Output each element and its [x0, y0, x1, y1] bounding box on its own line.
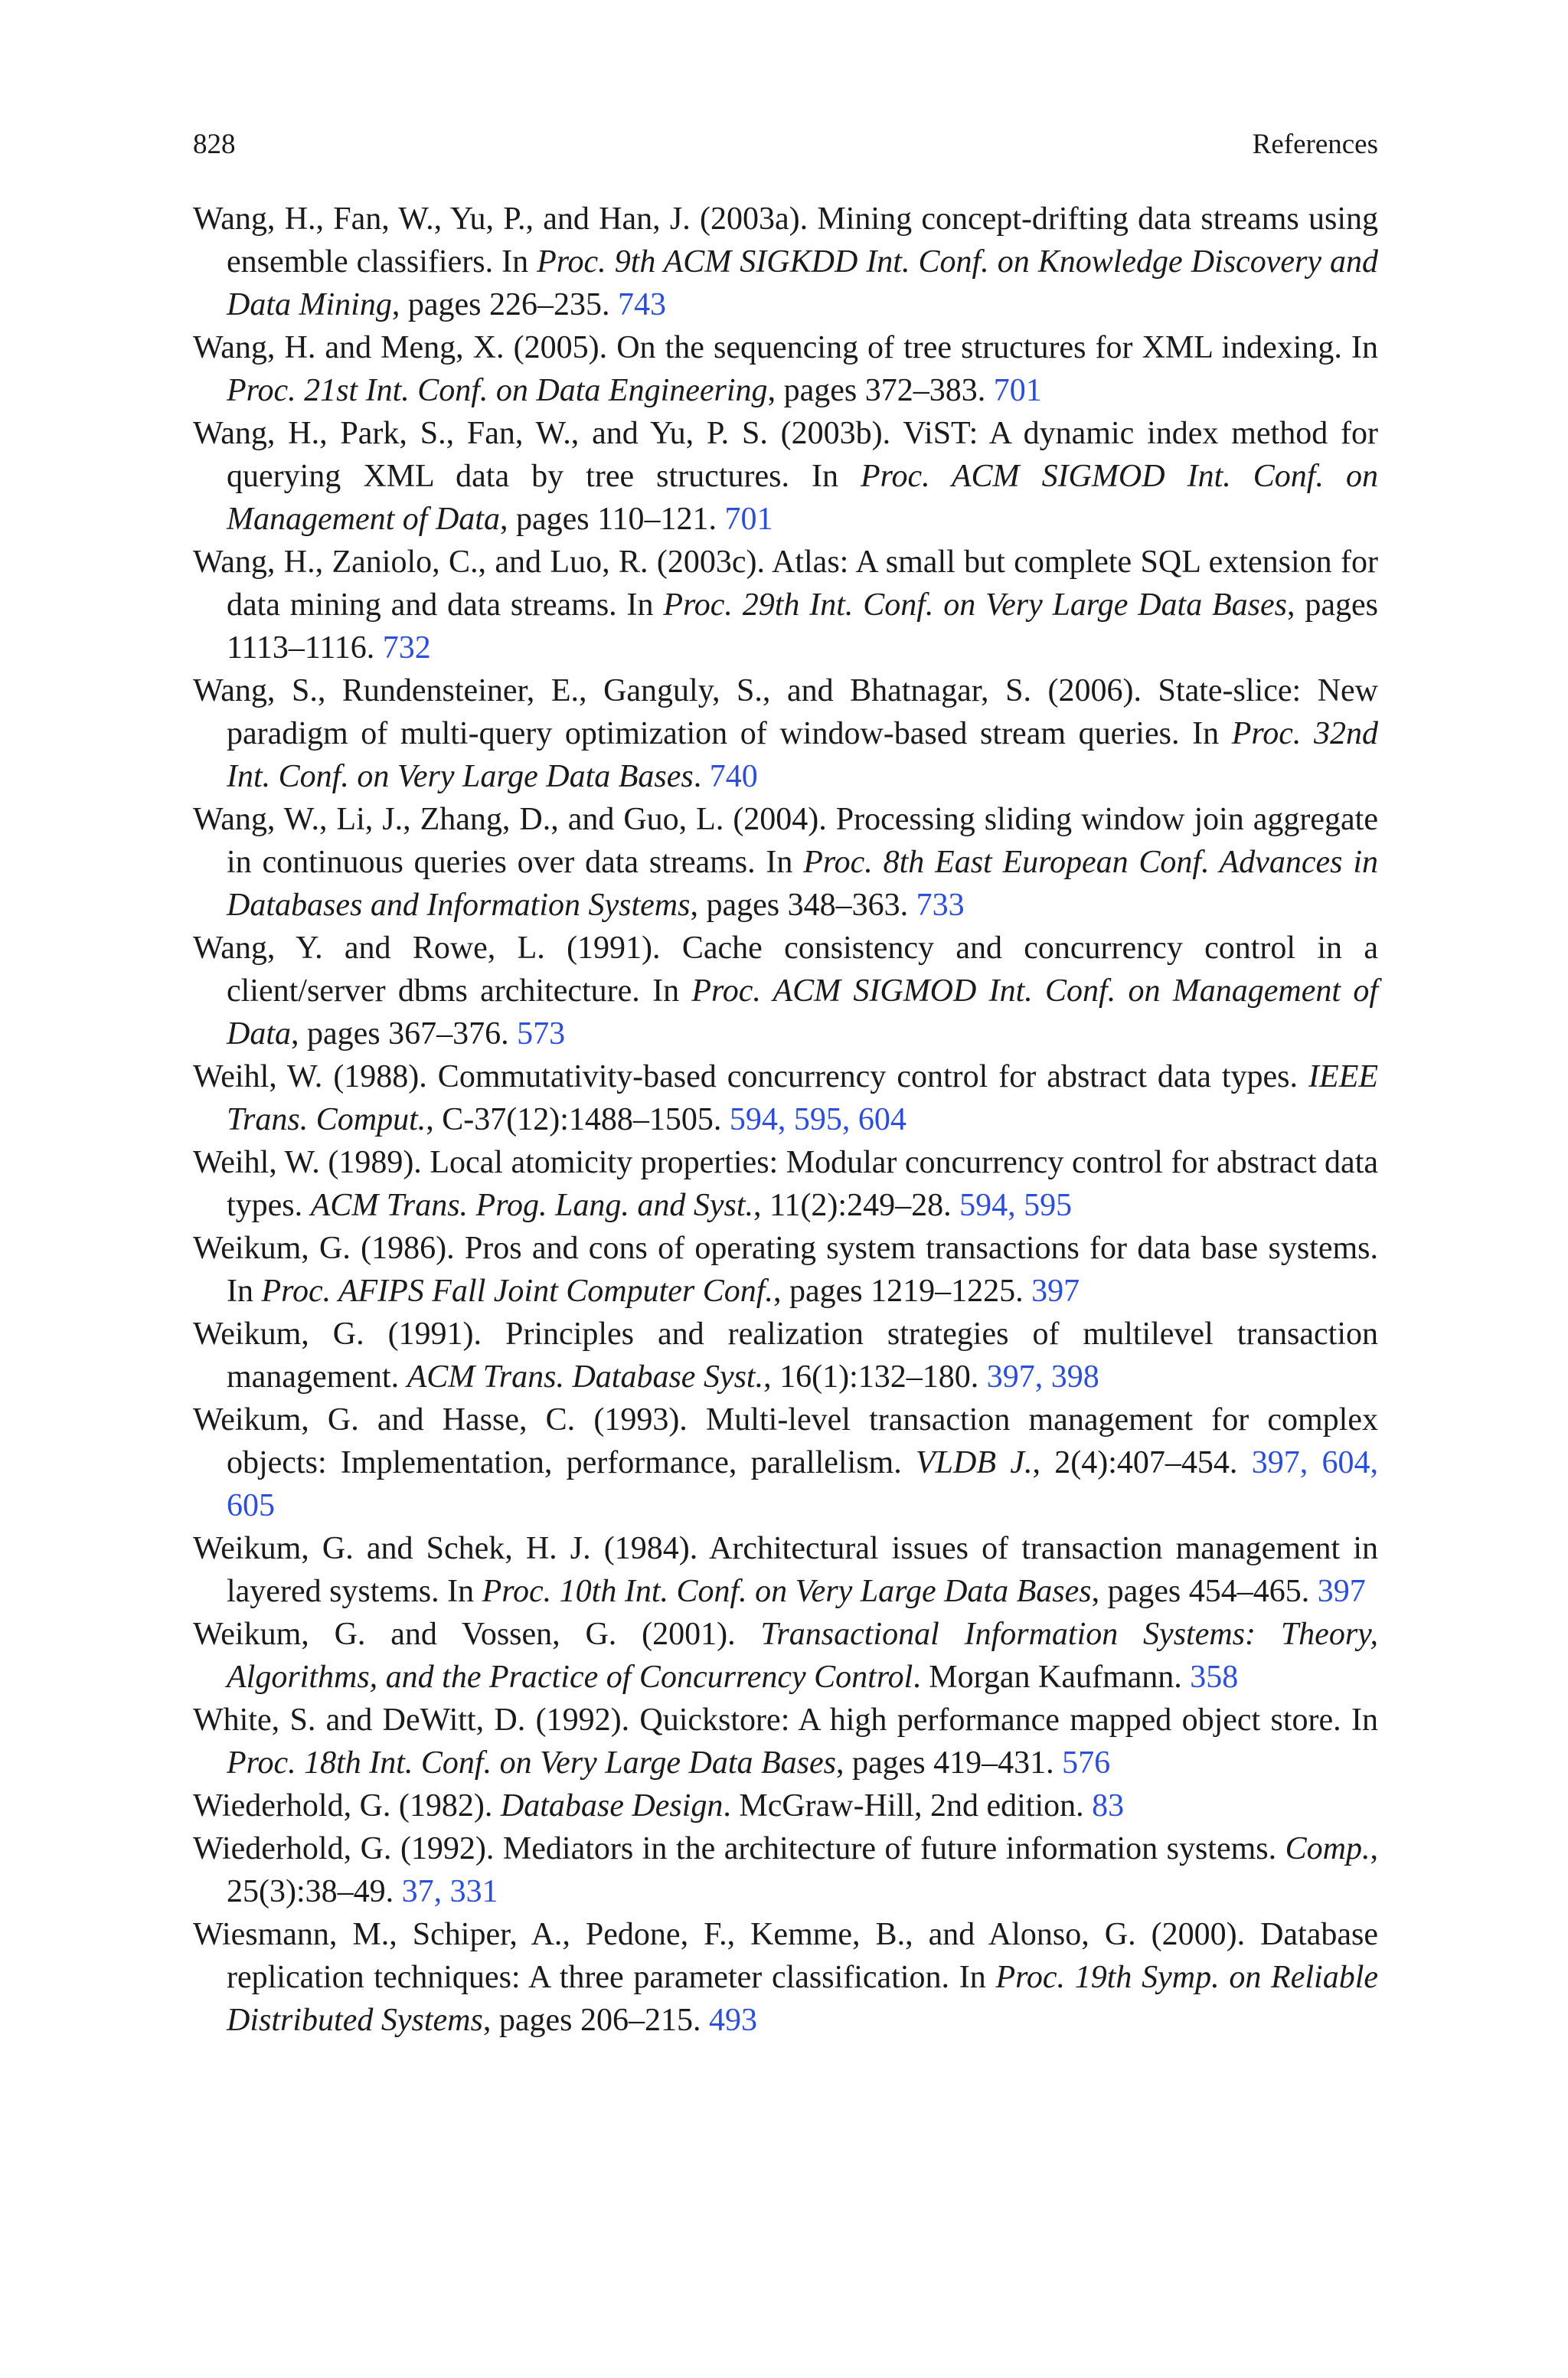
page-backref-link[interactable]: 594, 595, 604 [729, 1102, 906, 1137]
page-backref-link[interactable]: 733 [916, 888, 965, 923]
reference-entry [193, 1398, 1378, 1527]
page-backref-link[interactable]: 594, 595 [959, 1188, 1073, 1223]
reference-list [193, 198, 1378, 2042]
reference-details: , 2(4):407–454. [1032, 1445, 1252, 1480]
reference-entry [193, 1613, 1378, 1699]
page-backref-link[interactable]: 83 [1092, 1788, 1125, 1824]
reference-details: . McGraw-Hill, 2nd edition. [723, 1788, 1093, 1824]
reference-venue: ACM Trans. Prog. Lang. and Syst. [310, 1188, 753, 1223]
reference-entry [193, 1699, 1378, 1784]
reference-details: , pages 1219–1225. [773, 1274, 1032, 1309]
reference-text: Wang, H., Fan, W., Yu, P., and Han, J. (2003a). Mining concept-drifting data streams using ensemble classifiers. In [193, 201, 1378, 280]
reference-venue: ACM Trans. Database Syst. [407, 1359, 764, 1395]
reference-entry [193, 326, 1378, 412]
reference-venue: Transactional Information Systems: Theory, Algorithms, and the Practice of Concurrency Control [227, 1617, 1378, 1695]
reference-entry [193, 1227, 1378, 1313]
reference-details: . [693, 759, 710, 794]
reference-entry [193, 1313, 1378, 1398]
reference-entry [193, 927, 1378, 1055]
reference-text: Wang, W., Li, J., Zhang, D., and Guo, L. (2004). Processing sliding window join aggregate in continuous queries over data streams. In [193, 802, 1378, 880]
reference-venue: Proc. 21st Int. Conf. on Data Engineering [227, 373, 768, 408]
reference-venue: Proc. 18th Int. Conf. on Very Large Data Bases [227, 1745, 836, 1781]
reference-text: Weikum, G. and Hasse, C. (1993). Multi-level transaction management for complex objects: Implementation, performance, parallelism. [193, 1402, 1378, 1480]
reference-entry [193, 1055, 1378, 1141]
reference-details: , pages 454–465. [1091, 1574, 1318, 1609]
page-backref-link[interactable]: 37, 331 [401, 1874, 498, 1909]
reference-text: Weihl, W. (1988). Commutativity-based concurrency control for abstract data types. [193, 1059, 1309, 1094]
reference-text: Wiederhold, G. (1982). [193, 1788, 501, 1824]
page-backref-link[interactable]: 743 [617, 287, 666, 322]
reference-details: , 16(1):132–180. [763, 1359, 987, 1395]
reference-text: Weihl, W. (1989). Local atomicity properties: Modular concurrency control for abstract data types. [193, 1145, 1378, 1223]
page-backref-link[interactable]: 358 [1190, 1660, 1239, 1695]
reference-entry [193, 1827, 1378, 1913]
reference-venue: Proc. 19th Symp. on Reliable Distributed Systems [227, 1960, 1379, 2038]
page-backref-link[interactable]: 576 [1062, 1745, 1111, 1781]
reference-venue: IEEE Trans. Comput. [227, 1059, 1378, 1137]
reference-entry [193, 1913, 1378, 2042]
reference-text: Weikum, G. and Vossen, G. (2001). [193, 1617, 761, 1652]
reference-details: , 11(2):249–28. [753, 1188, 960, 1223]
reference-details: , 25(3):38–49. [227, 1831, 1378, 1909]
page-backref-link[interactable]: 701 [993, 373, 1042, 408]
reference-venue: Proc. ACM SIGMOD Int. Conf. on Management of Data [227, 973, 1378, 1052]
reference-text: Wang, H., Park, S., Fan, W., and Yu, P. S. (2003b). ViST: A dynamic index method for querying XML data by tree structures. In [193, 416, 1378, 494]
reference-details: , pages 372–383. [767, 373, 994, 408]
page-backref-link[interactable]: 493 [708, 2003, 757, 2038]
reference-text: Wang, S., Rundensteiner, E., Ganguly, S., and Bhatnagar, S. (2006). State-slice: New paradigm of multi-query optimization of window-based stream queries. In [193, 673, 1378, 751]
page-backref-link[interactable]: 397 [1031, 1274, 1080, 1309]
reference-entry [193, 412, 1378, 541]
reference-details: , pages 226–235. [391, 287, 618, 322]
reference-text: Wiederhold, G. (1992). Mediators in the architecture of future information systems. [193, 1831, 1285, 1866]
page-backref-link[interactable]: 701 [724, 502, 773, 537]
reference-details: , C-37(12):1488–1505. [426, 1102, 730, 1137]
reference-venue: Proc. 8th East European Conf. Advances in Databases and Information Systems [227, 845, 1378, 923]
page-backref-link[interactable]: 397, 398 [986, 1359, 1099, 1395]
reference-details: , pages 419–431. [836, 1745, 1063, 1781]
reference-entry [193, 669, 1378, 798]
reference-venue: Proc. AFIPS Fall Joint Computer Conf. [261, 1274, 773, 1309]
reference-text: Weikum, G. (1991). Principles and realization strategies of multilevel transaction management. [193, 1317, 1378, 1395]
reference-details: , pages 367–376. [291, 1016, 518, 1052]
reference-entry [193, 1527, 1378, 1613]
reference-text: Wang, Y. and Rowe, L. (1991). Cache consistency and concurrency control in a client/server dbms architecture. In [193, 931, 1378, 1009]
reference-entry [193, 541, 1378, 669]
reference-venue: Proc. 10th Int. Conf. on Very Large Data Bases [482, 1574, 1092, 1609]
page-backref-link[interactable]: 740 [709, 759, 758, 794]
page-backref-link[interactable]: 573 [517, 1016, 566, 1052]
reference-text: Wang, H., Zaniolo, C., and Luo, R. (2003c). Atlas: A small but complete SQL extension for data mining and data streams. In [193, 545, 1378, 623]
reference-venue: Comp. [1285, 1831, 1370, 1866]
running-head [193, 126, 1378, 164]
page-number: 828 [193, 129, 236, 160]
section-title: References [1252, 129, 1378, 160]
page-backref-link[interactable]: 732 [382, 630, 431, 666]
reference-details: . Morgan Kaufmann. [913, 1660, 1191, 1695]
reference-entry [193, 1784, 1378, 1827]
reference-venue: Proc. 9th ACM SIGKDD Int. Conf. on Knowledge Discovery and Data Mining [227, 244, 1378, 322]
reference-text: Wiesmann, M., Schiper, A., Pedone, F., Kemme, B., and Alonso, G. (2000). Database replication techniques: A three parameter classification. In [193, 1917, 1378, 1995]
reference-text: Weikum, G. (1986). Pros and cons of operating system transactions for data base systems. In [193, 1231, 1378, 1309]
reference-entry [193, 798, 1378, 927]
reference-entry [193, 198, 1378, 326]
reference-details: , pages 1113–1116. [227, 587, 1378, 666]
reference-details: , pages 110–121. [499, 502, 725, 537]
reference-details: , pages 348–363. [690, 888, 916, 923]
reference-venue: Proc. 32nd Int. Conf. on Very Large Data Bases [227, 716, 1378, 794]
reference-text: Weikum, G. and Schek, H. J. (1984). Architectural issues of transaction management in layered systems. In [193, 1531, 1378, 1609]
reference-details: , pages 206–215. [482, 2003, 709, 2038]
reference-text: Wang, H. and Meng, X. (2005). On the sequencing of tree structures for XML indexing. In [193, 330, 1378, 365]
page-backref-link[interactable]: 397 [1317, 1574, 1366, 1609]
reference-entry [193, 1141, 1378, 1227]
page-backref-link[interactable]: 397, 604, 605 [227, 1445, 1378, 1523]
reference-venue: Database Design [500, 1788, 724, 1824]
reference-text: White, S. and DeWitt, D. (1992). Quickstore: A high performance mapped object store. In [193, 1703, 1378, 1738]
reference-venue: Proc. 29th Int. Conf. on Very Large Data Bases [663, 587, 1288, 623]
reference-venue: VLDB J. [916, 1445, 1033, 1480]
reference-venue: Proc. ACM SIGMOD Int. Conf. on Management of Data [227, 459, 1378, 537]
